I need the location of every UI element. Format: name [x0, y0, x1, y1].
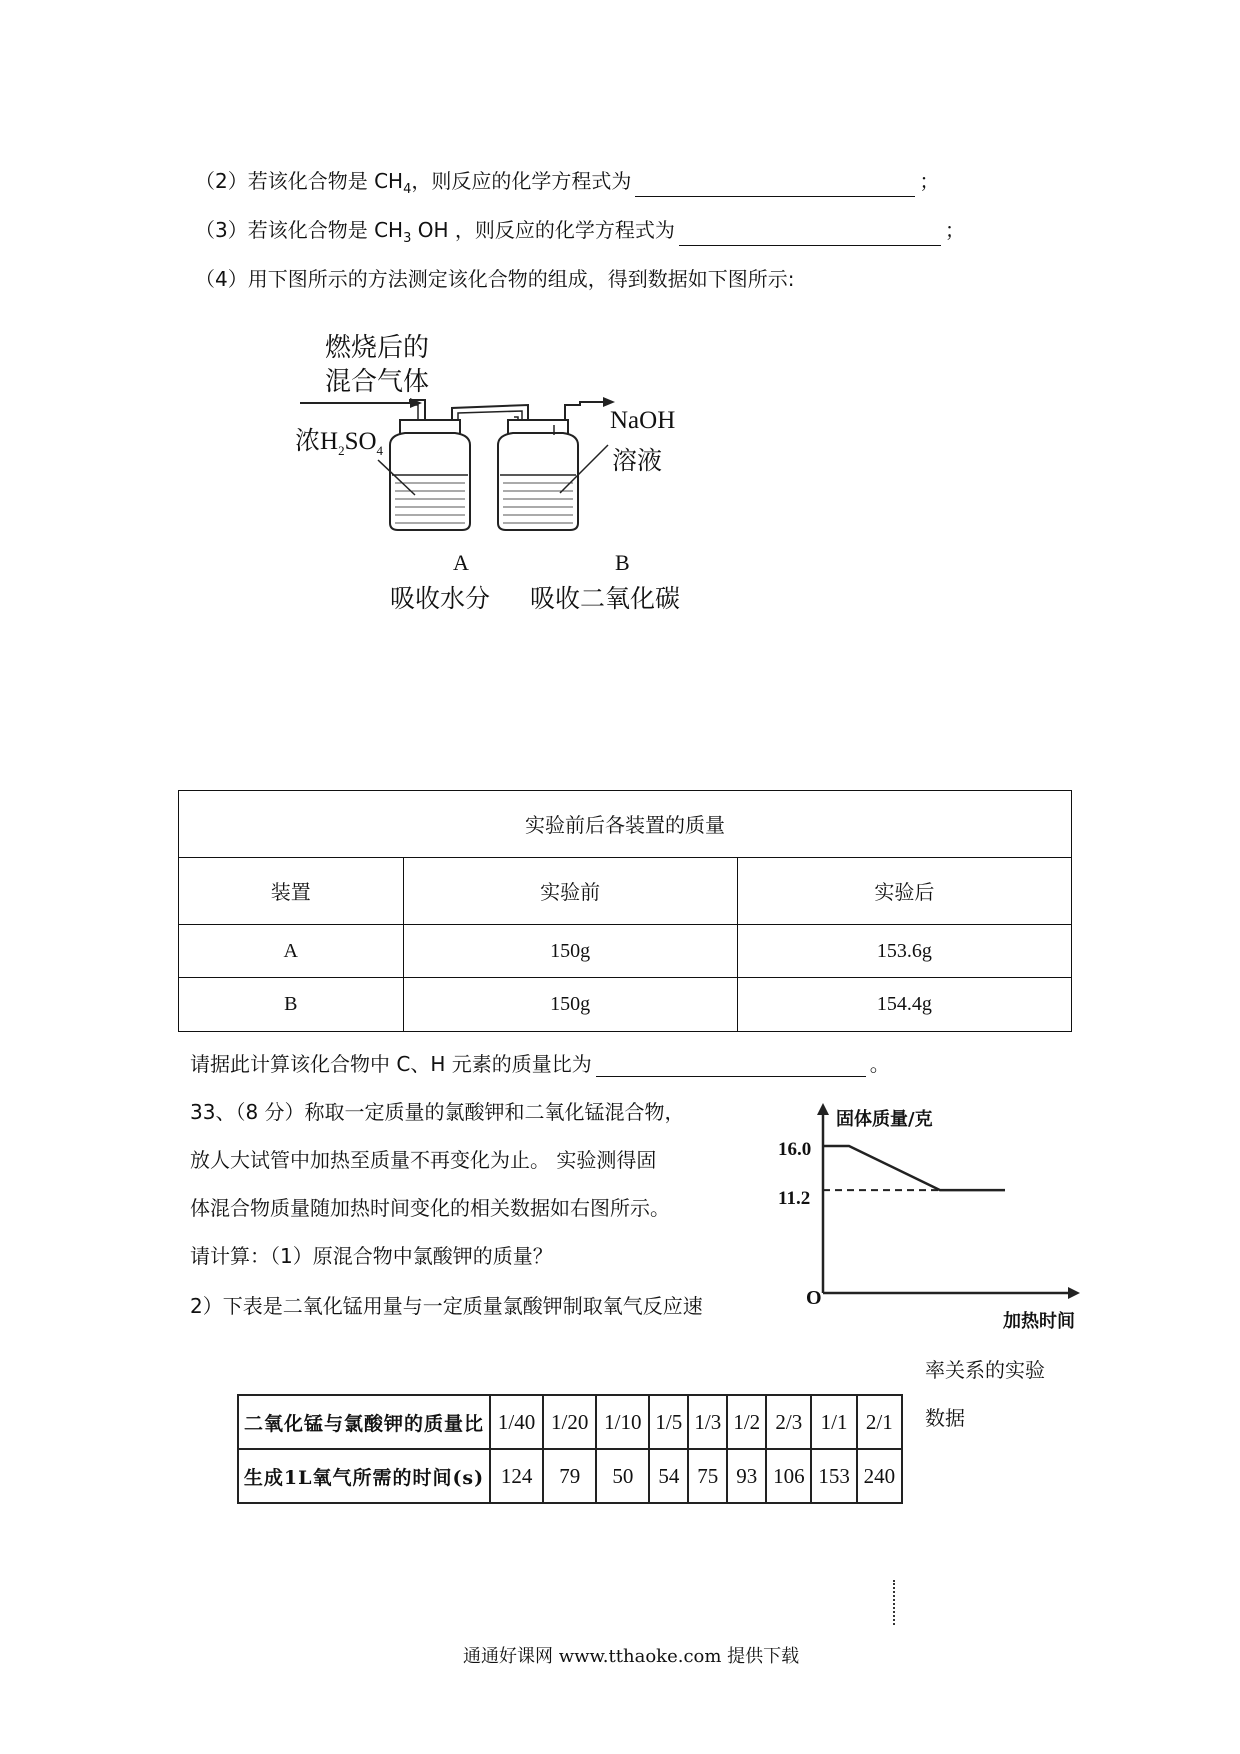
row-header: 二氧化锰与氯酸钾的质量比 — [238, 1395, 490, 1449]
question-2-text: （2）若该化合物是 CH — [195, 169, 404, 193]
ratio-cell: 1/5 — [649, 1395, 688, 1449]
table-row — [238, 1395, 902, 1449]
punctuation: ； — [944, 218, 965, 242]
table-cell: A — [179, 924, 404, 978]
chart-origin-label: O — [806, 1287, 822, 1309]
time-cell: 240 — [857, 1449, 902, 1503]
table-row — [179, 791, 1072, 858]
time-cell: 93 — [727, 1449, 766, 1503]
question-3-text-2: OH ，则反应的化学方程式为 — [411, 218, 675, 242]
q33-line-4: 请计算：（1）原混合物中氯酸钾的质量？ — [190, 1244, 553, 1268]
caption-b: 吸收二氧化碳 — [530, 584, 681, 613]
acid-label — [295, 421, 383, 459]
ratio-cell: 1/2 — [727, 1395, 766, 1449]
mass-time-chart — [770, 1095, 1090, 1340]
inlet-label-line-2: 混合气体 — [325, 367, 430, 397]
answer-blank[interactable] — [635, 176, 915, 197]
mno2-table — [237, 1394, 903, 1504]
subscript: 2 — [338, 443, 345, 458]
ratio-cell: 1/10 — [596, 1395, 649, 1449]
ratio-cell: 2/1 — [857, 1395, 902, 1449]
time-cell: 50 — [596, 1449, 649, 1503]
table-header: 实验后 — [737, 857, 1071, 924]
chart-ylabel: 固体质量/克 — [836, 1109, 933, 1130]
q33-line-3: 体混合物质量随加热时间变化的相关数据如右图所示。 — [190, 1196, 670, 1220]
table-cell: B — [179, 978, 404, 1032]
table-cell: 153.6g — [737, 924, 1071, 978]
table-header: 实验前 — [403, 857, 737, 924]
punctuation: ； — [919, 169, 940, 193]
mass-table — [178, 790, 1072, 1032]
table-cell: 150g — [403, 978, 737, 1032]
question-2-text-2: ，则反应的化学方程式为 — [411, 169, 632, 193]
table-title: 实验前后各装置的质量 — [179, 791, 1072, 858]
x-axis-arrow — [1068, 1287, 1080, 1299]
ratio-question-text: 请据此计算该化合物中 C、H 元素的质量比为 — [190, 1052, 592, 1076]
table-row — [238, 1449, 902, 1503]
time-cell: 124 — [490, 1449, 543, 1503]
inlet-label-line-1: 燃烧后的 — [325, 333, 430, 363]
caption-a: 吸收水分 — [390, 584, 491, 613]
q33-line-2: 放人大试管中加热至质量不再变化为止。 实验测得固 — [190, 1148, 657, 1172]
subscript: 4 — [403, 182, 412, 197]
table-cell: 154.4g — [737, 978, 1071, 1032]
q33-line-1: 33、（8 分）称取一定质量的氯酸钾和二氧化锰混合物， — [190, 1100, 685, 1124]
punctuation: 。 — [869, 1052, 890, 1076]
dotted-mark — [893, 1580, 897, 1625]
table-cell: 150g — [403, 924, 737, 978]
ratio-question — [190, 1048, 890, 1077]
ratio-cell: 1/40 — [490, 1395, 543, 1449]
answer-blank[interactable] — [596, 1056, 866, 1077]
answer-blank[interactable] — [679, 225, 941, 246]
footer: 通通好课网 www.tthaoke.com 提供下载 — [463, 1646, 800, 1667]
time-cell: 54 — [649, 1449, 688, 1503]
table-row — [179, 924, 1072, 978]
apparatus-diagram — [290, 325, 710, 615]
q33-line-6: 率关系的实验 — [925, 1358, 1045, 1382]
time-cell: 106 — [766, 1449, 811, 1503]
question-3-text: （3）若该化合物是 CH — [195, 218, 404, 242]
row-header: 生成1L氧气所需的时间(s) — [238, 1449, 490, 1503]
naoh-label-2: 溶液 — [612, 446, 663, 475]
bottle-a-label: A — [453, 550, 469, 575]
table-header: 装置 — [179, 857, 404, 924]
time-cell: 79 — [543, 1449, 596, 1503]
ratio-cell: 1/1 — [811, 1395, 856, 1449]
q33-line-5: 2）下表是二氧化锰用量与一定质量氯酸钾制取氧气反应速 — [190, 1294, 703, 1318]
ratio-cell: 1/3 — [688, 1395, 727, 1449]
ratio-cell: 1/20 — [543, 1395, 596, 1449]
y-tick-label: 16.0 — [778, 1139, 812, 1160]
question-4 — [195, 263, 794, 292]
q33-line-7: 数据 — [925, 1406, 965, 1430]
question-4-text: （4）用下图所示的方法测定该化合物的组成，得到数据如下图所示: — [195, 267, 795, 291]
series-line — [823, 1146, 1005, 1190]
ratio-cell: 2/3 — [766, 1395, 811, 1449]
y-tick-label: 11.2 — [778, 1188, 811, 1209]
time-cell: 75 — [688, 1449, 727, 1503]
subscript: 4 — [376, 443, 384, 458]
naoh-label: NaOH — [610, 407, 676, 434]
question-2 — [195, 165, 939, 197]
chart-xlabel: 加热时间 — [1003, 1311, 1075, 1332]
time-cell: 153 — [811, 1449, 856, 1503]
table-row — [179, 978, 1072, 1032]
question-3 — [195, 214, 965, 246]
subscript: 3 — [403, 231, 412, 246]
table-row — [179, 857, 1072, 924]
acid-label-mid: SO — [344, 428, 377, 455]
y-axis-arrow — [817, 1103, 829, 1115]
acid-label-prefix: 浓H — [295, 428, 339, 455]
bottle-b-label: B — [615, 550, 630, 575]
